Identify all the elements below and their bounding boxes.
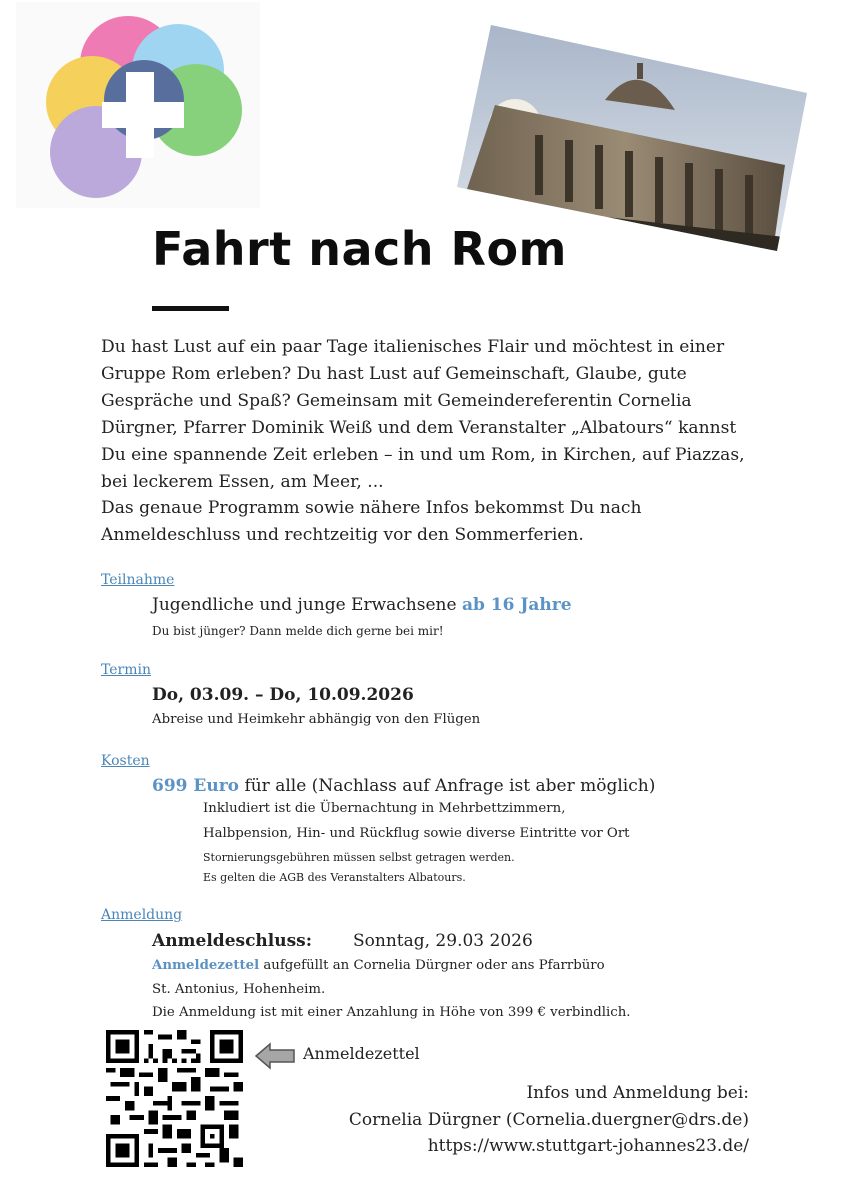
teilnahme-heading: Teilnahme: [101, 572, 175, 588]
anmeldung-form-line: [152, 958, 605, 973]
kosten-agb: Es gelten die AGB des Veranstalters Albatours.: [203, 871, 466, 884]
parish-logo: [16, 2, 260, 208]
kosten-price-line: [152, 776, 655, 796]
arrow-left-icon: [254, 1042, 296, 1070]
anmeldung-deadline-label: Anmeldeschluss:: [152, 931, 313, 951]
termin-heading: Termin: [101, 662, 151, 678]
anmeldung-heading: Anmeldung: [101, 907, 183, 923]
kosten-heading: Kosten: [101, 753, 150, 769]
contact-block: [349, 1080, 749, 1160]
contact-website-link[interactable]: https://www.stuttgart-johannes23.de/: [427, 1136, 749, 1156]
qr-label: Anmeldezettel: [303, 1044, 420, 1063]
kosten-storno: Stornierungsgebühren müssen selbst getragen werden.: [203, 851, 515, 864]
anmeldung-form-label: Anmeldezettel: [152, 958, 260, 973]
anmeldung-office: St. Antonius, Hohenheim.: [152, 982, 326, 997]
intro-text: [101, 334, 761, 549]
anmeldung-deadline-value: Sonntag, 29.03 2026: [353, 931, 533, 951]
title-underline: [152, 306, 229, 311]
kosten-price-text: für alle (Nachlass auf Anfrage ist aber möglich): [244, 776, 656, 796]
intro-paragraph: Das genaue Programm sowie nähere Infos bekommst Du nach Anmeldeschluss und rechtzeitig vor den Sommerferien.: [101, 498, 642, 546]
termin-dates: Do, 03.09. – Do, 10.09.2026: [152, 685, 414, 705]
teilnahme-text: [152, 595, 572, 615]
st-peters-basilica-photo: [455, 25, 811, 251]
kosten-includes-line2: Halbpension, Hin- und Rückflug sowie diverse Eintritte vor Ort: [203, 826, 630, 841]
kosten-includes-line1: Inkludiert ist die Übernachtung in Mehrbettzimmern,: [203, 801, 566, 816]
qr-code[interactable]: [106, 1030, 243, 1167]
contact-name-email: Cornelia Dürgner (Cornelia.duergner@drs.de): [348, 1109, 749, 1130]
teilnahme-audience: Jugendliche und junge Erwachsene: [152, 595, 457, 615]
termin-note: Abreise und Heimkehr abhängig von den Flügen: [152, 712, 481, 727]
teilnahme-age: ab 16 Jahre: [461, 595, 572, 615]
contact-heading: Infos und Anmeldung bei:: [526, 1083, 749, 1103]
anmeldung-form-text: aufgefüllt an Cornelia Dürgner oder ans Pfarrbüro: [263, 958, 605, 973]
teilnahme-note: Du bist jünger? Dann melde dich gerne bei mir!: [152, 624, 444, 638]
page-title: Fahrt nach Rom: [152, 222, 567, 276]
intro-paragraph: Du hast Lust auf ein paar Tage italienisches Flair und möchtest in einer Gruppe Rom erleben? Du hast Lust auf Gemeinschaft, Glaube, gute Gespräche und Spaß? Gemeinsam mit Gemeindereferentin Cornelia Dürgner, Pfarrer Dominik Weiß und dem Veranstalter „Albatours“ kannst Du eine spannende Zeit erleben – in und um Rom, in Kirchen, auf Piazzas, bei leckerem Essen, am Meer, ...: [101, 337, 745, 492]
anmeldung-deposit: Die Anmeldung ist mit einer Anzahlung in Höhe von 399 € verbindlich.: [152, 1005, 631, 1020]
kosten-price: 699 Euro: [152, 776, 240, 796]
